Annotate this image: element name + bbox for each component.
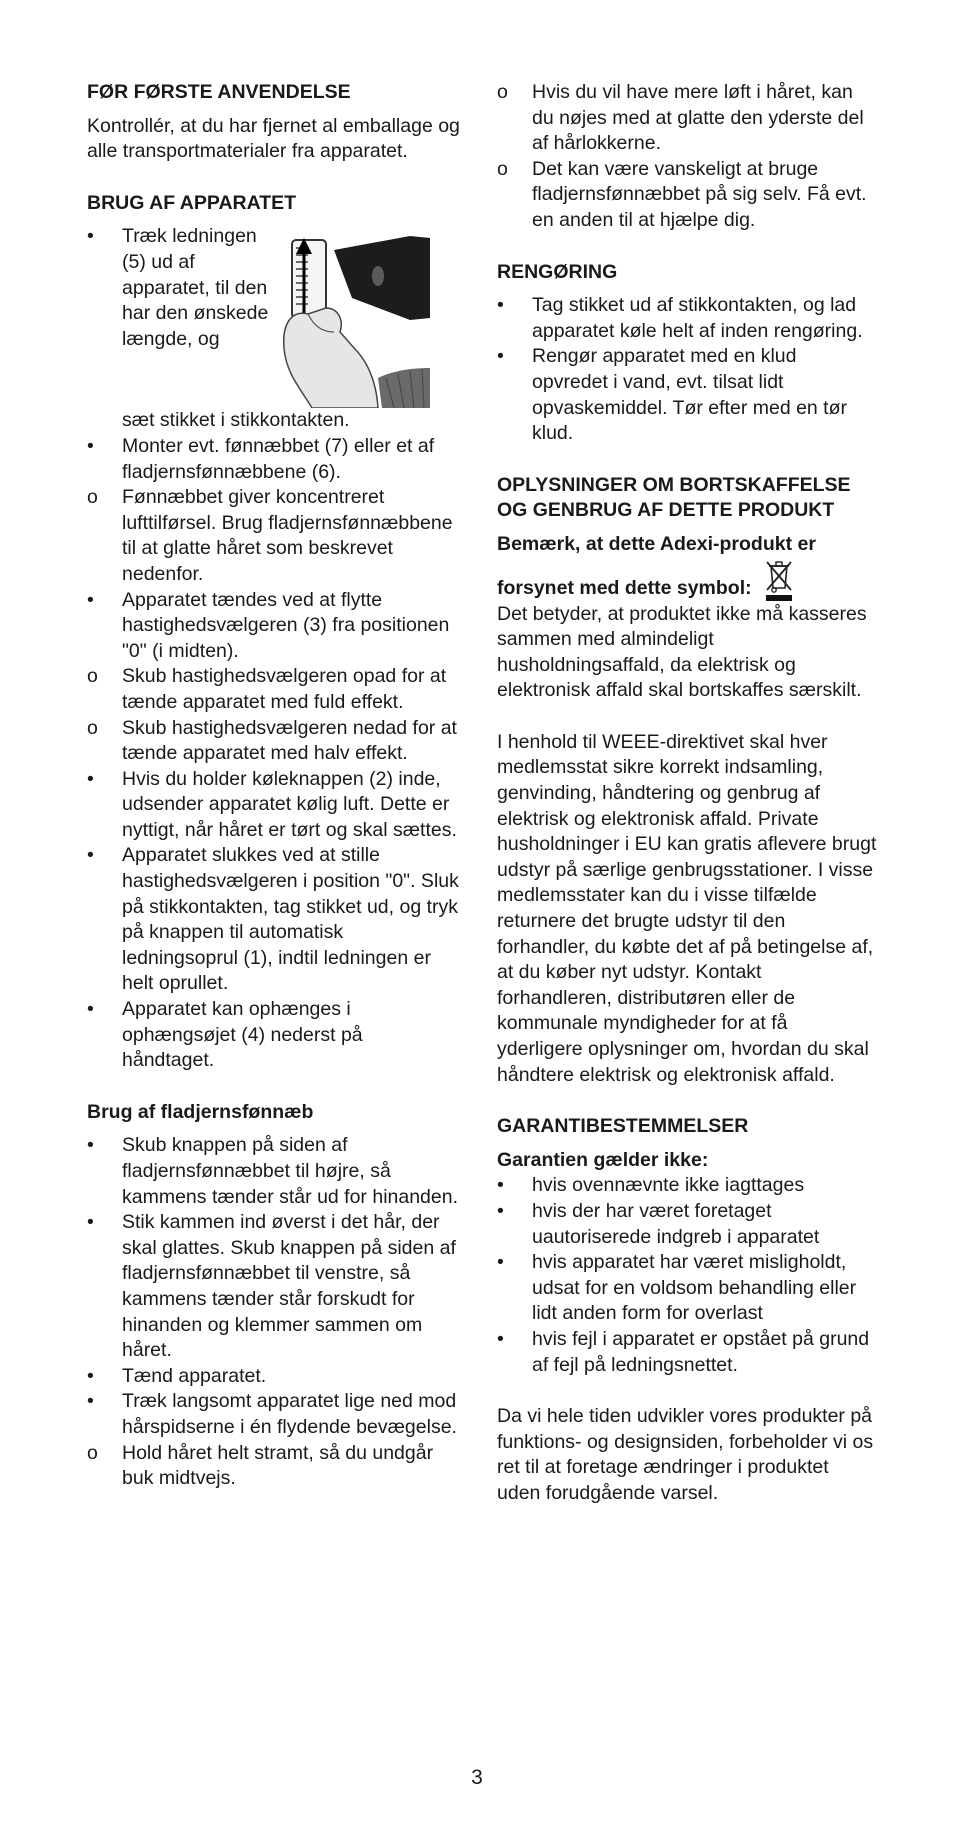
disposal-paragraph-2: I henhold til WEEE-direktivet skal hver medlemsstat sikre korrekt indsamling, genvinding, håndtering og genbrug af elektrisk og elektronisk affald. Private husholdninger i EU kan gratis aflevere brugt udstyr på særlige genbrugsstationer. I visse medlemsstater kan du i visse tilfælde returnere det brugte udstyr til den forhandler, du købte det af på betingelse af, at du køber nyt udstyr. Kontakt forhandleren, distributøren eller de kommunale myndigheder for at få yderligere oplysninger om, hvordan du skal håndtere elektrisk og elektronisk affald. [497,730,877,1086]
section-title-disposal: OPLYSNINGER OM BORTSKAFFELSE OG GENBRUG AF DETTE PRODUKT [497,473,851,522]
cleaning-list [497,293,877,447]
list-item: • hvis apparatet har været misligholdt, udsat for en voldsom behandling eller lidt anden form for overlast [497,1251,857,1325]
list-item: • Apparatet kan ophænges i ophængsøjet (4) nederst på håndtaget. [87,998,363,1072]
page-number: 3 [471,1766,483,1789]
left-column [87,80,460,1492]
cord-instruction-with-illustration [87,224,460,408]
cord-instruction-continuation: sæt stikket i stikkontakten. [122,409,350,432]
section-title-straightener-nozzle: Brug af fladjernsfønnæb [87,1100,314,1123]
hand-holding-hairdryer-illustration [282,228,430,408]
list-item: • Apparatet tændes ved at flytte hastighedsvælgeren (3) fra positionen "0" (i midten). [87,588,450,662]
right-column [497,80,877,1507]
list-item: o Fønnæbbet giver koncentreret lufttilførsel. Brug fladjernsfønnæbbene til at glatte håret som beskrevet nedenfor. [87,486,453,585]
disposal-symbol-row [497,558,877,602]
closing-paragraph: Da vi hele tiden udvikler vores produkter på funktions- og designsiden, forbeholder vi os ret til at foretage ændringer i produktet uden forudgående varsel. [497,1405,874,1504]
list-item: • Apparatet slukkes ved at stille hastighedsvælgeren i position "0". Sluk på stikkontakten, tag stikket ud, og tryk på knappen til automatisk ledningsoprul (1), indtil ledningen er helt oprullet. [87,844,459,995]
disposal-paragraph-1: Det betyder, at produktet ikke må kasseres sammen med almindeligt husholdningsaffald, da elektrisk og elektronisk affald skal bortskaffes særskilt. [497,602,867,702]
straightener-list [87,1133,460,1491]
list-item: o Hvis du vil have mere løft i håret, kan du nøjes med at glatte den yderste del af hårlokkerne. [497,81,864,155]
list-item: • hvis fejl i apparatet er opstået på grund af fejl på ledningsnettet. [497,1327,870,1376]
list-item: o Det kan være vanskeligt at bruge fladjernsfønnæbbet på sig selv. Få evt. en anden til at hjælpe dig. [497,157,867,231]
warranty-list [497,1173,877,1378]
section-title-warranty: GARANTIBESTEMMELSER [497,1115,749,1138]
list-item: • Skub knappen på siden af fladjernsfønnæbbet til højre, så kammens tænder står ud for hinanden. [87,1134,459,1208]
warranty-subheading: Garantien gælder ikke: [497,1148,709,1171]
list-item: • Stik kammen ind øverst i det hår, der skal glattes. Skub knappen på siden af fladjernsfønnæbbet til venstre, så kammens tænder står forskudt for hinanden og klemmer sammen om håret. [87,1211,456,1362]
list-item: • Hvis du holder køleknappen (2) inde, udsender apparatet kølig luft. Dette er nyttigt, når håret er tørt og skal sættes. [87,767,457,841]
disposal-note-line1: Bemærk, at dette Adexi-produkt er [497,532,816,555]
section-title-using-appliance: BRUG AF APPARATET [87,191,297,214]
list-item: • Rengør apparatet med en klud opvredet i vand, evt. tilsat lidt opvaskemiddel. Tør efter med en tør klud. [497,345,848,445]
list-item: • Tænd apparatet. [87,1364,267,1387]
section-title-before-first-use: FØR FØRSTE ANVENDELSE [87,81,351,103]
list-item: o Hold håret helt stramt, så du undgår buk midtvejs. [87,1441,434,1490]
list-item: o Skub hastighedsvælgeren nedad for at tænde apparatet med halv effekt. [87,716,457,765]
before-first-use-text: Kontrollér, at du har fjernet al emballage og alle transportmaterialer fra apparatet. [87,114,460,163]
list-item: • Træk langsomt apparatet lige ned mod hårspidserne i én flydende bevægelse. [87,1390,457,1438]
list-item: • Monter evt. fønnæbbet (7) eller et af fladjernsfønnæbbene (6). [87,434,435,483]
list-item: • Træk ledningen (5) ud af apparatet, til den har den ønskede længde, og [87,225,269,350]
disposal-note-line2: forsynet med dette symbol: [497,576,752,599]
list-item: • Tag stikket ud af stikkontakten, og lad apparatet køle helt af inden rengøring. [497,294,863,342]
list-item: o Skub hastighedsvælgeren opad for at tænde apparatet med fuld effekt. [87,665,447,713]
straightener-tips-list [497,80,877,234]
list-item: • hvis der har været foretaget uautoriserede indgreb i apparatet [497,1199,820,1248]
appliance-usage-list [87,434,460,1074]
crossed-out-wheeled-bin-icon [762,558,796,602]
section-title-cleaning: RENGØRING [497,260,618,283]
list-item: • hvis ovennævnte ikke iagttages [497,1174,805,1197]
list-item-text: Træk ledningen (5) ud af apparatet, til den har den ønskede længde, og [122,225,269,350]
